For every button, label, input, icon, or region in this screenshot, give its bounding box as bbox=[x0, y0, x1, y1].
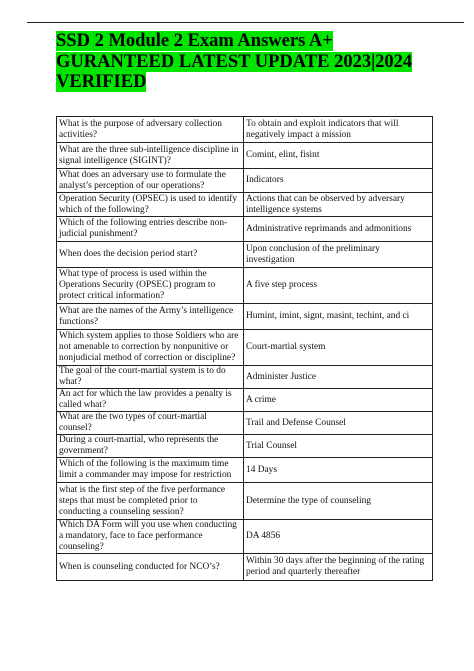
table-row bbox=[57, 483, 433, 520]
answer-cell: Comint, elint, fisint bbox=[244, 143, 433, 169]
table-row bbox=[57, 304, 433, 330]
qa-table bbox=[56, 116, 433, 581]
question-cell: What are the two types of court-martial counsel? bbox=[57, 412, 244, 435]
answer-cell: Determine the type of counseling bbox=[244, 483, 433, 520]
table-row bbox=[57, 330, 433, 366]
answer-cell: Humint, imint, signt, masint, techint, and ci bbox=[244, 304, 433, 330]
table-row bbox=[57, 435, 433, 458]
question-cell: During a court-martial, who represents the government? bbox=[57, 435, 244, 458]
table-row bbox=[57, 412, 433, 435]
question-cell: Which of the following is the maximum time limit a commander may impose for restriction bbox=[57, 458, 244, 483]
question-cell: Which of the following entries describe non-judicial punishment? bbox=[57, 217, 244, 242]
table-row bbox=[57, 389, 433, 412]
answer-cell: Administer Justice bbox=[244, 366, 433, 389]
document-title-block bbox=[56, 31, 436, 93]
qa-table-body bbox=[57, 117, 433, 581]
answer-cell: Within 30 days after the beginning of the rating period and quarterly thereafter bbox=[244, 554, 433, 581]
table-row bbox=[57, 169, 433, 193]
question-cell: Operation Security (OPSEC) is used to identify which of the following? bbox=[57, 193, 244, 217]
question-cell: What type of process is used within the Operations Security (OPSEC) program to protect critical information? bbox=[57, 268, 244, 304]
question-cell: Which DA Form will you use when conducting a mandatory, face to face performance counseling? bbox=[57, 520, 244, 554]
answer-cell: Trial Counsel bbox=[244, 435, 433, 458]
question-cell: What are the names of the Army’s intelligence functions? bbox=[57, 304, 244, 330]
answer-cell: Trail and Defense Counsel bbox=[244, 412, 433, 435]
table-row bbox=[57, 554, 433, 581]
table-row bbox=[57, 268, 433, 304]
table-row bbox=[57, 366, 433, 389]
question-cell: When is counseling conducted for NCO’s? bbox=[57, 554, 244, 581]
answer-cell: 14 Days bbox=[244, 458, 433, 483]
table-row bbox=[57, 193, 433, 217]
table-row bbox=[57, 242, 433, 268]
table-row bbox=[57, 520, 433, 554]
table-row bbox=[57, 143, 433, 169]
question-cell: What is the purpose of adversary collection activities? bbox=[57, 117, 244, 143]
table-row bbox=[57, 217, 433, 242]
question-cell: The goal of the court-martial system is to do what? bbox=[57, 366, 244, 389]
answer-cell: DA 4856 bbox=[244, 520, 433, 554]
question-cell: An act for which the law provides a penalty is called what? bbox=[57, 389, 244, 412]
question-cell: What are the three sub-intelligence discipline in signal intelligence (SIGINT)? bbox=[57, 143, 244, 169]
answer-cell: Actions that can be observed by adversary intelligence systems bbox=[244, 193, 433, 217]
document-title: SSD 2 Module 2 Exam Answers A+ GURANTEED LATEST UPDATE 2023|2024 VERIFIED bbox=[56, 31, 413, 92]
table-row bbox=[57, 458, 433, 483]
answer-cell: A five step process bbox=[244, 268, 433, 304]
table-row bbox=[57, 117, 433, 143]
answer-cell: Court-martial system bbox=[244, 330, 433, 366]
question-cell: What does an adversary use to formulate the analyst’s perception of our operations? bbox=[57, 169, 244, 193]
answer-cell: Indicators bbox=[244, 169, 433, 193]
question-cell: When does the decision period start? bbox=[57, 242, 244, 268]
answer-cell: A crime bbox=[244, 389, 433, 412]
answer-cell: To obtain and exploit indicators that will negatively impact a mission bbox=[244, 117, 433, 143]
question-cell: Which system applies to those Soldiers who are not amenable to correction by nonpunitive or nonjudicial method of correction or discipline? bbox=[57, 330, 244, 366]
answer-cell: Administrative reprimands and admonitions bbox=[244, 217, 433, 242]
answer-cell: Upon conclusion of the preliminary investigation bbox=[244, 242, 433, 268]
question-cell: what is the first step of the five performance steps that must be completed prior to conducting a counseling session? bbox=[57, 483, 244, 520]
top-rule bbox=[27, 22, 464, 23]
